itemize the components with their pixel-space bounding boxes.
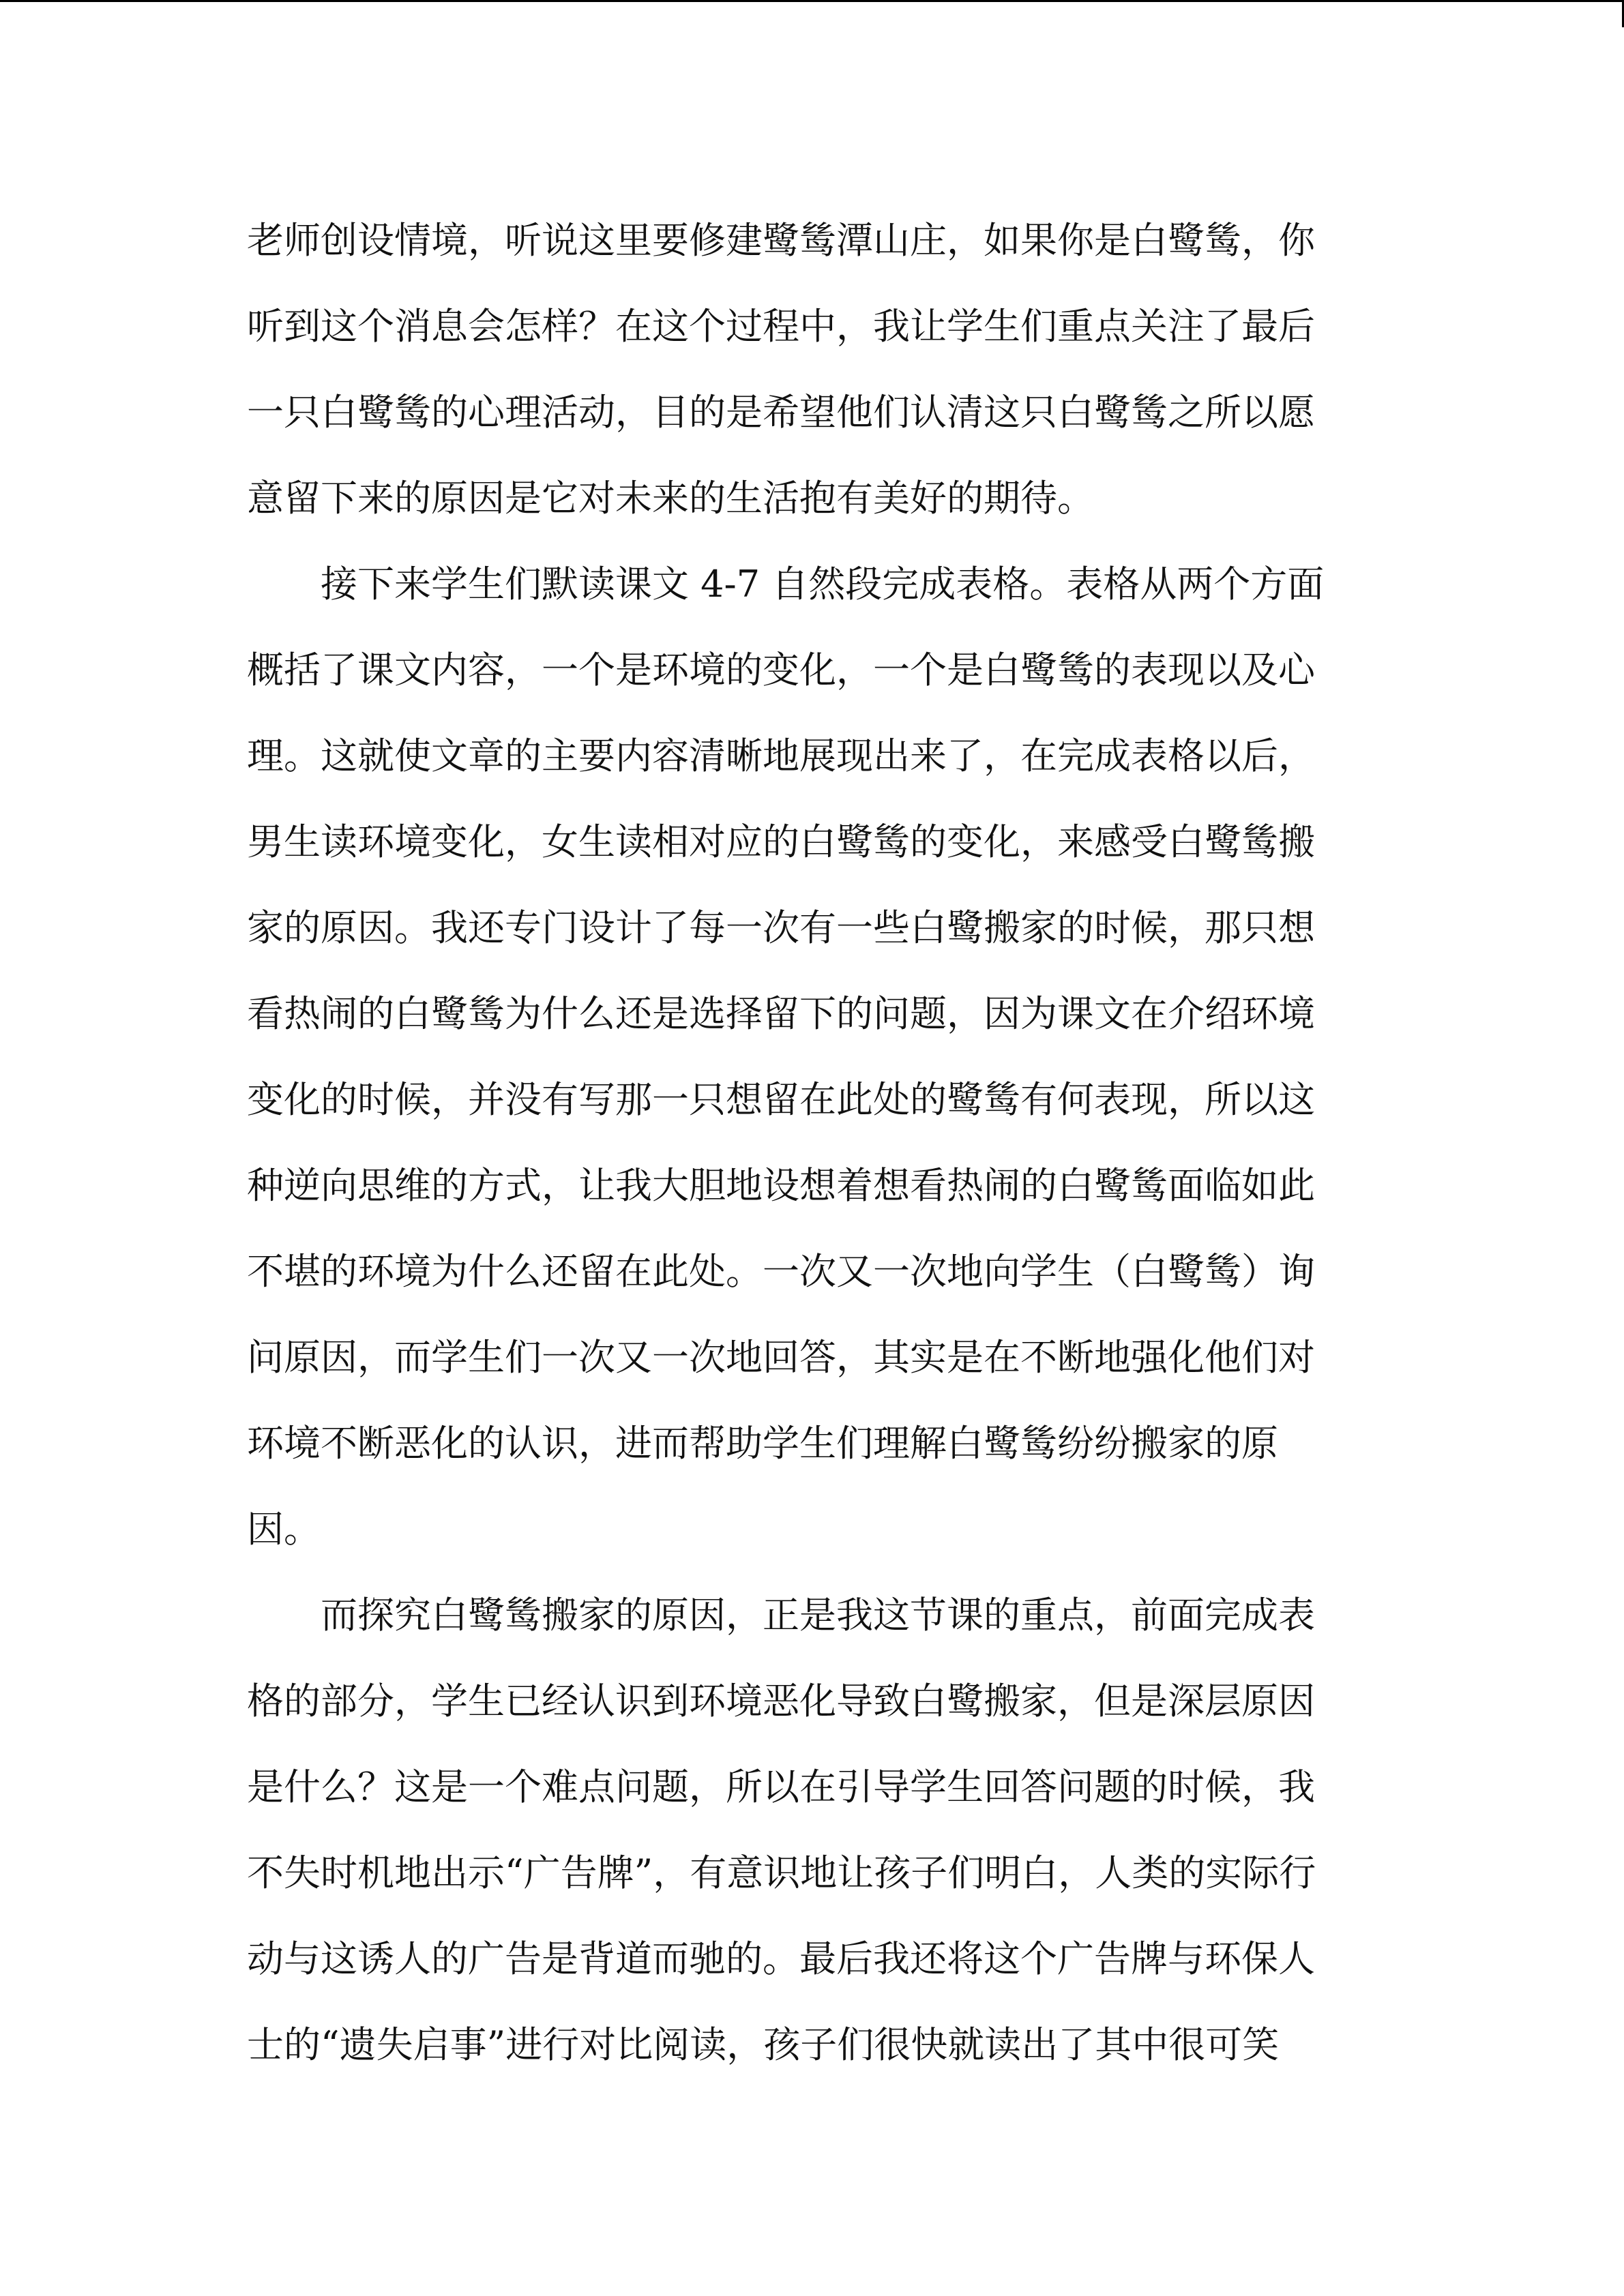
text-line: 一只白鹭鸶的心理活动，目的是希望他们认清这只白鹭鸶之所以愿 — [247, 391, 1315, 434]
text-line: 老师创设情境，听说这里要修建鹭鸶潭山庄，如果你是白鹭鸶，你 — [247, 219, 1315, 262]
text-line: 因。 — [247, 1508, 321, 1551]
text-line: 不失时机地出示“广告牌”，有意识地让孩子们明白，人类的实际行 — [247, 1851, 1316, 1894]
text-line: 不堪的环境为什么还留在此处。一次又一次地向学生（白鹭鸶）询 — [247, 1250, 1315, 1293]
paragraph-2 — [247, 541, 1365, 1572]
text-line: 格的部分，学生已经认识到环境恶化导致白鹭搬家，但是深层原因 — [247, 1680, 1315, 1723]
text-line: 种逆向思维的方式，让我大胆地设想着想看热闹的白鹭鸶面临如此 — [247, 1164, 1315, 1207]
paragraph-3 — [247, 1572, 1365, 2088]
document-body — [247, 198, 1365, 2088]
text-line: 动与这诱人的广告是背道而驰的。最后我还将这个广告牌与环保人 — [247, 1937, 1315, 1980]
text-line: 听到这个消息会怎样？在这个过程中，我让学生们重点关注了最后 — [247, 305, 1315, 348]
text-line: 问原因，而学生们一次又一次地回答，其实是在不断地强化他们对 — [247, 1336, 1315, 1379]
paragraph-1 — [247, 198, 1365, 541]
text-line: 环境不断恶化的认识，进而帮助学生们理解白鹭鸶纷纷搬家的原 — [247, 1422, 1278, 1465]
text-line-indented: 而探究白鹭鸶搬家的原因，正是我这节课的重点，前面完成表 — [321, 1594, 1315, 1637]
text-line: 家的原因。我还专门设计了每一次有一些白鹭搬家的时候，那只想 — [247, 906, 1315, 949]
text-line: 男生读环境变化，女生读相对应的白鹭鸶的变化，来感受白鹭鸶搬 — [247, 820, 1315, 863]
text-line: 看热闹的白鹭鸶为什么还是选择留下的问题，因为课文在介绍环境 — [247, 992, 1315, 1035]
text-line-indented: 接下来学生们默读课文 4-7 自然段完成表格。表格从两个方面 — [321, 563, 1325, 606]
text-line: 理。这就使文章的主要内容清晰地展现出来了，在完成表格以后， — [247, 734, 1315, 777]
text-line: 士的“遗失启事”进行对比阅读，孩子们很快就读出了其中很可笑 — [247, 2023, 1280, 2066]
text-line: 变化的时候，并没有写那一只想留在此处的鹭鸶有何表现，所以这 — [247, 1078, 1315, 1121]
page-top-border — [0, 0, 1624, 2]
text-line: 概括了课文内容，一个是环境的变化，一个是白鹭鸶的表现以及心 — [247, 648, 1315, 691]
text-line: 意留下来的原因是它对未来的生活抱有美好的期待。 — [247, 477, 1094, 520]
text-line: 是什么？这是一个难点问题，所以在引导学生回答问题的时候，我 — [247, 1765, 1315, 1808]
